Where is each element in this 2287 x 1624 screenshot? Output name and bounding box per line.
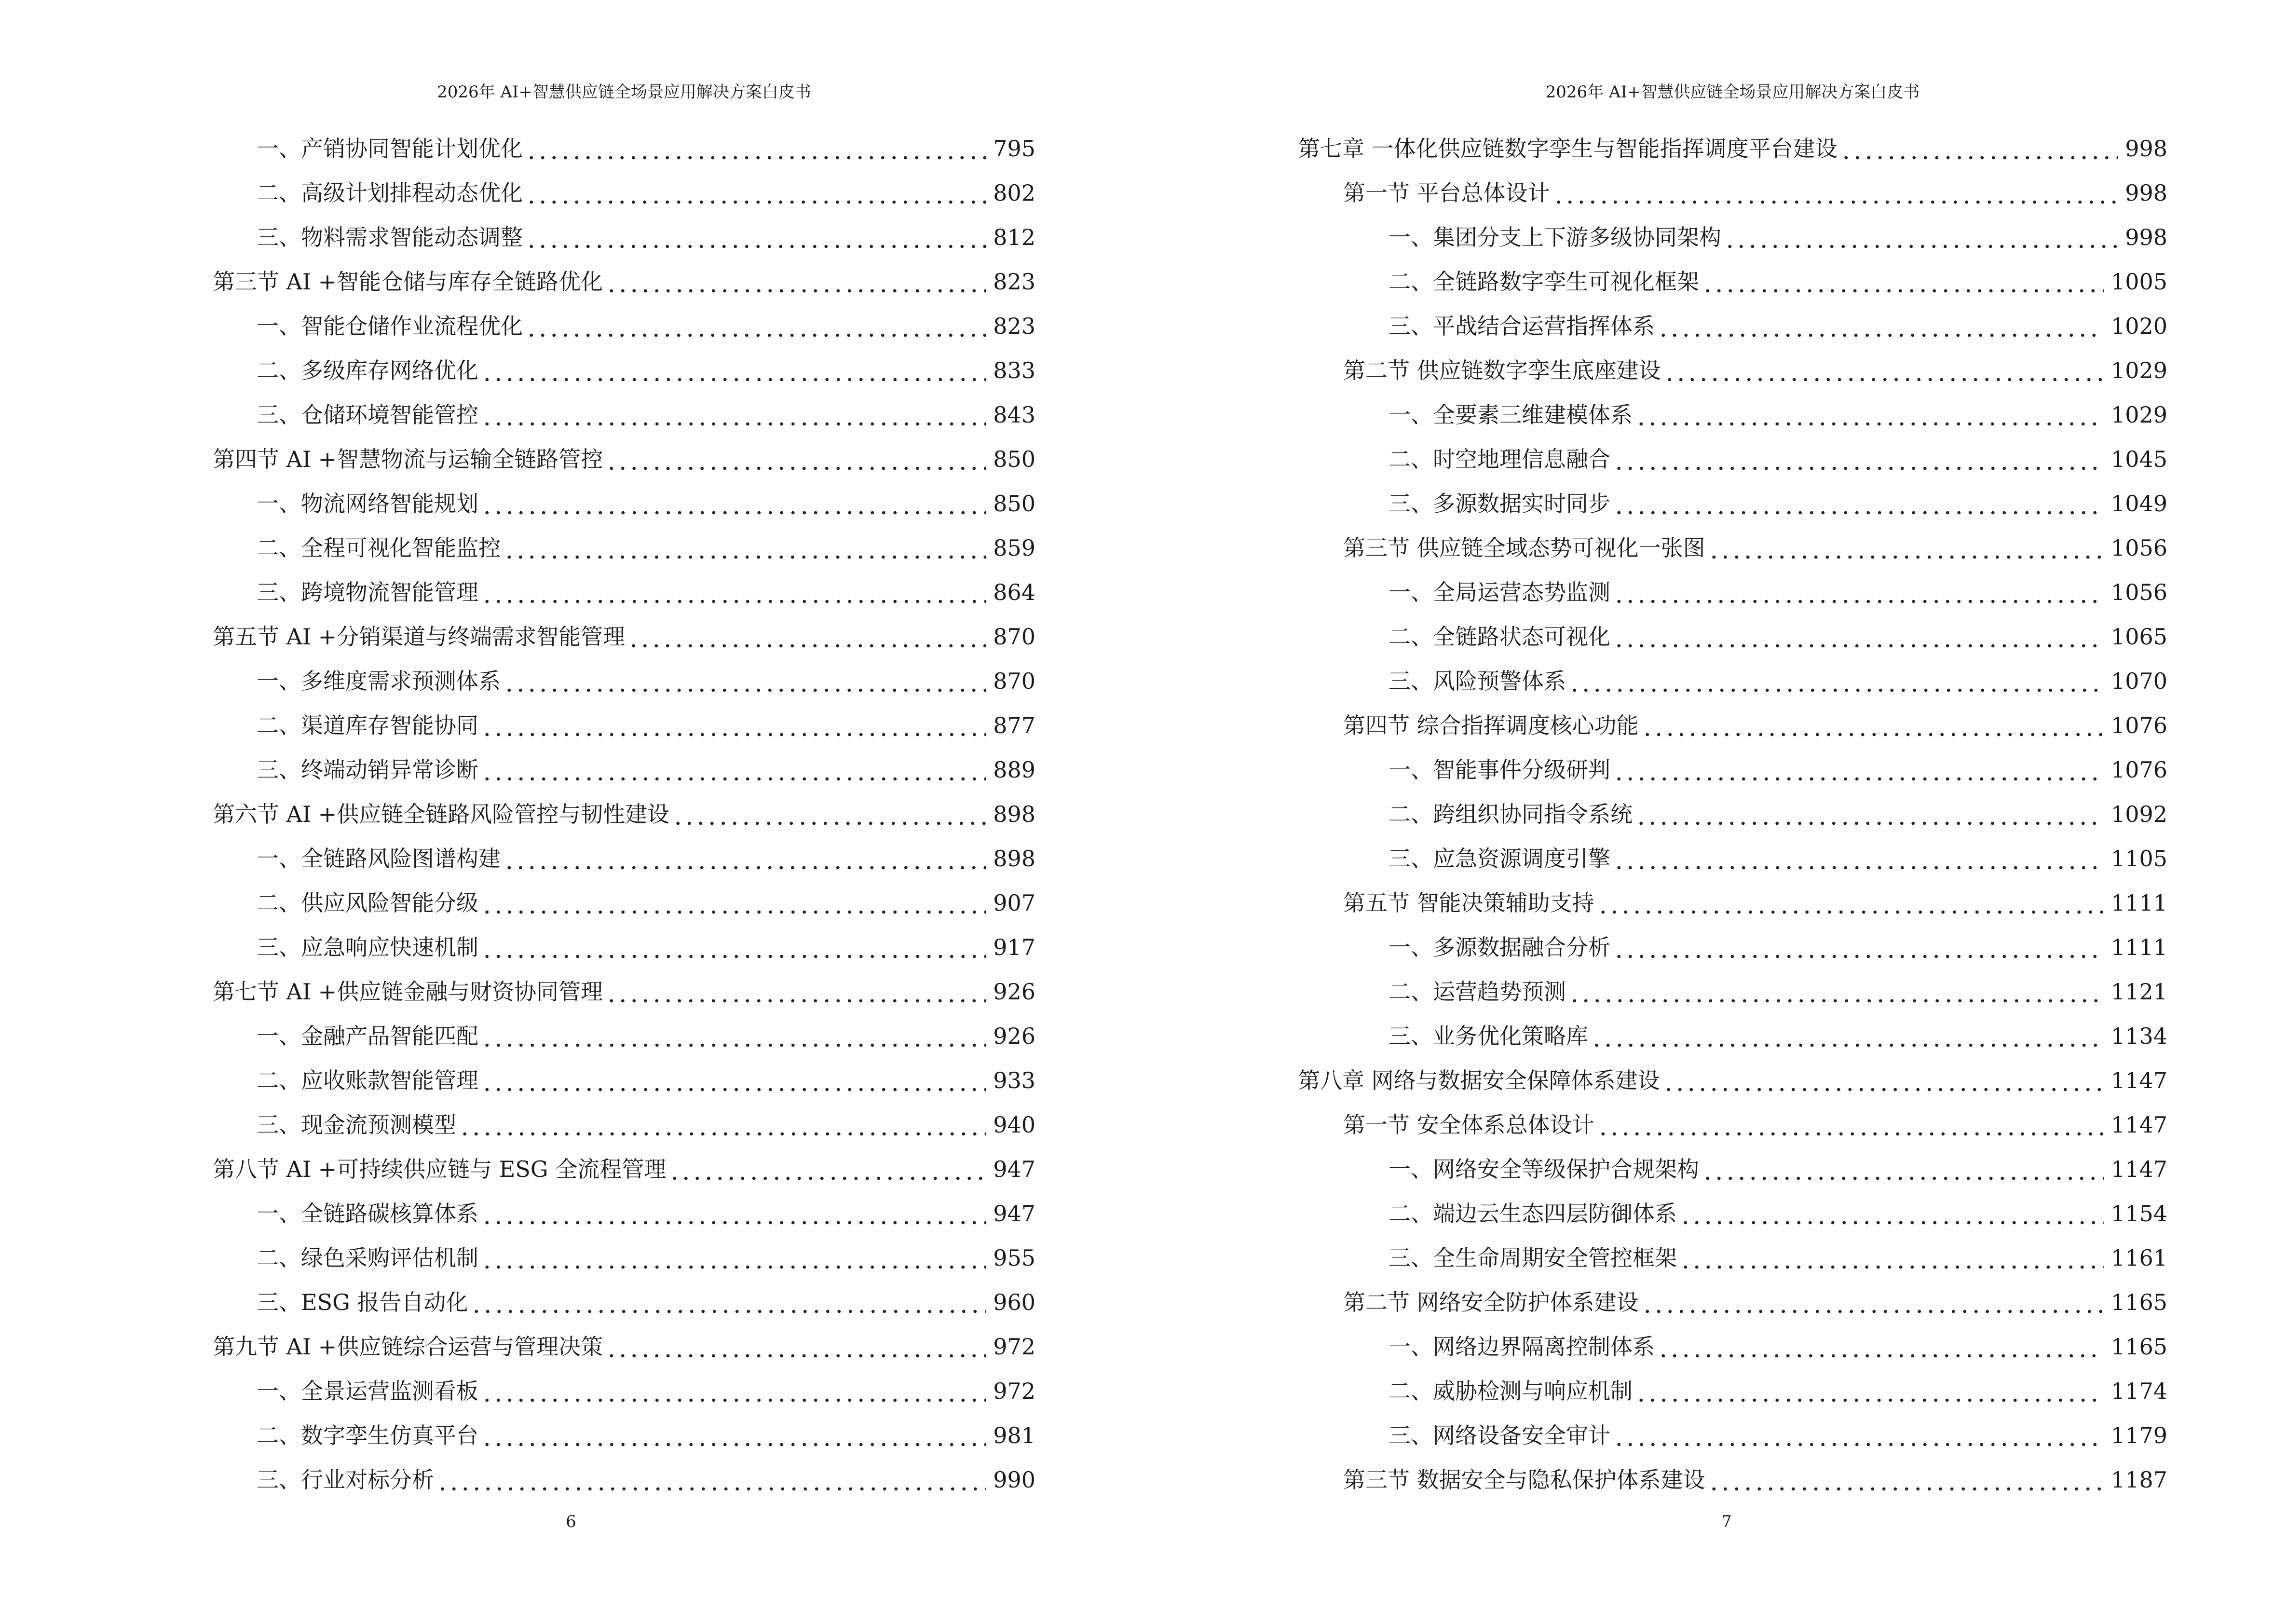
toc-entry-page: 972 — [993, 1334, 1035, 1360]
toc-entry-page: 907 — [993, 890, 1035, 916]
toc-entry-title: 第八章 网络与数据安全保障体系建设 — [1298, 1067, 1660, 1093]
toc-entry-section[interactable] — [213, 962, 1035, 1007]
toc-entry-item[interactable] — [1298, 1228, 2167, 1273]
toc-entry-page: 870 — [993, 668, 1035, 694]
dot-leader — [1613, 444, 2104, 474]
toc-entry-page: 1187 — [2110, 1467, 2167, 1493]
toc-entry-page: 1056 — [2110, 535, 2167, 561]
dot-leader — [1664, 355, 2104, 385]
toc-entry-title: 二、威胁检测与响应机制 — [1389, 1378, 1633, 1404]
dot-leader — [1663, 1065, 2104, 1095]
toc-entry-page: 1179 — [2110, 1422, 2167, 1448]
dot-leader — [1597, 1110, 2104, 1140]
toc-entry-page: 1065 — [2110, 624, 2167, 650]
toc-entry-title: 三、现金流预测模型 — [257, 1112, 456, 1138]
dot-leader — [1680, 1243, 2104, 1273]
toc-entry-title: 一、全局运营态势监测 — [1389, 579, 1610, 605]
dot-leader — [1658, 1332, 2104, 1362]
toc-entry-page: 990 — [993, 1467, 1035, 1493]
toc-entry-item[interactable] — [1298, 208, 2167, 252]
toc-entry-title: 第四节 综合指挥调度核心功能 — [1343, 712, 1639, 738]
toc-entry-item[interactable] — [213, 164, 1035, 208]
toc-entry-section[interactable] — [213, 1317, 1035, 1362]
dot-leader — [481, 577, 986, 607]
toc-entry-page: 1056 — [2110, 579, 2167, 605]
dot-leader — [1680, 1199, 2104, 1228]
toc-entry-section[interactable] — [213, 607, 1035, 652]
toc-entry-page: 1092 — [2110, 801, 2167, 827]
dot-leader — [1708, 533, 2104, 563]
toc-entry-section[interactable] — [1298, 1450, 2167, 1495]
toc-entry-title: 第四节 AI +智慧物流与运输全链路管控 — [213, 446, 603, 472]
dot-leader — [628, 622, 986, 652]
toc-entry-page: 947 — [993, 1201, 1035, 1227]
toc-entry-item[interactable] — [213, 1051, 1035, 1095]
toc-entry-title: 一、全链路碳核算体系 — [257, 1201, 478, 1227]
toc-entry-page: 1134 — [2110, 1023, 2167, 1049]
toc-entry-title: 三、终端动销异常诊断 — [257, 757, 478, 783]
toc-entry-item[interactable] — [213, 1450, 1035, 1495]
toc-entry-page: 1029 — [2110, 402, 2167, 428]
toc-entry-item[interactable] — [213, 1406, 1035, 1450]
toc-entry-title: 三、仓储环境智能管控 — [257, 402, 478, 428]
toc-entry-page: 1147 — [2110, 1067, 2167, 1093]
dot-leader — [504, 666, 986, 696]
toc-entry-page: 933 — [993, 1067, 1035, 1093]
toc-entry-item[interactable] — [1298, 1007, 2167, 1051]
dot-leader — [1613, 489, 2104, 519]
dot-leader — [606, 444, 986, 474]
toc-entry-item[interactable] — [1298, 563, 2167, 607]
toc-entry-title: 一、全要素三维建模体系 — [1389, 402, 1633, 428]
toc-entry-section[interactable] — [1298, 873, 2167, 918]
toc-entry-page: 843 — [993, 402, 1035, 428]
toc-entry-title: 二、多级库存网络优化 — [257, 357, 478, 383]
toc-entry-title: 二、高级计划排程动态优化 — [257, 180, 523, 206]
toc-entry-item[interactable] — [213, 1273, 1035, 1317]
toc-entry-item[interactable] — [1298, 430, 2167, 474]
toc-entry-page: 1111 — [2110, 934, 2167, 960]
dot-leader — [481, 1065, 986, 1095]
toc-entry-title: 二、运营趋势预测 — [1389, 979, 1566, 1005]
toc-entry-title: 一、网络安全等级保护合规架构 — [1389, 1156, 1699, 1182]
toc-entry-section[interactable] — [1298, 1273, 2167, 1317]
toc-entry-item[interactable] — [213, 652, 1035, 696]
toc-entry-page: 1029 — [2110, 357, 2167, 383]
toc-entry-page: 898 — [993, 846, 1035, 872]
toc-entry-item[interactable] — [1298, 1406, 2167, 1450]
toc-entry-title: 三、应急响应快速机制 — [257, 934, 478, 960]
toc-entry-section[interactable] — [213, 252, 1035, 297]
toc-entry-title: 二、应收账款智能管理 — [257, 1067, 478, 1093]
dot-leader — [481, 1021, 986, 1051]
toc-entry-item[interactable] — [213, 297, 1035, 341]
toc-entry-chapter[interactable] — [1298, 1051, 2167, 1095]
toc-entry-title: 第三节 供应链全域态势可视化一张图 — [1343, 535, 1705, 561]
toc-entry-item[interactable] — [1298, 1317, 2167, 1362]
toc-entry-item[interactable] — [1298, 1140, 2167, 1184]
toc-entry-item[interactable] — [213, 740, 1035, 785]
toc-entry-item[interactable] — [213, 208, 1035, 252]
dot-leader — [481, 489, 986, 519]
toc-entry-title: 三、业务优化策略库 — [1389, 1023, 1588, 1049]
toc-entry-item[interactable] — [213, 873, 1035, 918]
toc-entry-title: 三、物料需求智能动态调整 — [257, 224, 523, 250]
toc-entry-title: 一、产销协同智能计划优化 — [257, 136, 523, 162]
toc-entry-page: 1076 — [2110, 712, 2167, 738]
right-page — [1144, 0, 2287, 1624]
dot-leader — [504, 533, 986, 563]
dot-leader — [1635, 799, 2104, 829]
toc-entry-title: 二、渠道库存智能协同 — [257, 712, 478, 738]
dot-leader — [471, 1287, 986, 1317]
toc-entry-item[interactable] — [213, 119, 1035, 164]
toc-entry-title: 三、应急资源调度引擎 — [1389, 846, 1610, 872]
toc-entry-page: 870 — [993, 624, 1035, 650]
dot-leader — [1642, 1287, 2104, 1317]
dot-leader — [1840, 134, 2119, 164]
toc-entry-title: 三、网络设备安全审计 — [1389, 1422, 1610, 1448]
toc-entry-item[interactable] — [213, 563, 1035, 607]
dot-leader — [1708, 1465, 2104, 1495]
toc-entry-section[interactable] — [1298, 696, 2167, 740]
dot-leader — [1613, 755, 2104, 785]
toc-entry-page: 998 — [2125, 180, 2167, 206]
toc-entry-page: 972 — [993, 1378, 1035, 1404]
toc-entry-page: 955 — [993, 1245, 1035, 1271]
toc-entry-title: 二、时空地理信息融合 — [1389, 446, 1610, 472]
toc-entry-page: 1121 — [2110, 979, 2167, 1005]
toc-entry-item[interactable] — [213, 519, 1035, 563]
dot-leader — [481, 1420, 986, 1450]
toc-entry-title: 一、多维度需求预测体系 — [257, 668, 501, 694]
toc-entry-item[interactable] — [213, 1228, 1035, 1273]
toc-entry-title: 一、智能事件分级研判 — [1389, 757, 1610, 783]
toc-entry-title: 一、全链路风险图谱构建 — [257, 846, 501, 872]
dot-leader — [481, 710, 986, 740]
toc-entry-page: 947 — [993, 1156, 1035, 1182]
toc-entry-page: 1165 — [2110, 1334, 2167, 1360]
toc-entry-title: 第二节 网络安全防护体系建设 — [1343, 1289, 1639, 1315]
toc-entry-title: 二、供应风险智能分级 — [257, 890, 478, 916]
toc-entry-title: 一、网络边界隔离控制体系 — [1389, 1334, 1655, 1360]
dot-leader — [526, 311, 986, 341]
dot-leader — [1553, 178, 2119, 208]
dot-leader — [437, 1465, 986, 1495]
dot-leader — [1613, 1420, 2104, 1450]
dot-leader — [1613, 577, 2104, 607]
page-number: 7 — [1721, 1512, 1732, 1531]
toc-entry-item[interactable] — [1298, 607, 2167, 652]
toc-entry-title: 二、全程可视化智能监控 — [257, 535, 501, 561]
toc-entry-section[interactable] — [213, 430, 1035, 474]
dot-leader — [672, 799, 986, 829]
toc-entry-title: 第九节 AI +供应链综合运营与管理决策 — [213, 1334, 603, 1360]
toc-entry-title: 二、全链路数字孪生可视化框架 — [1389, 269, 1699, 295]
toc-entry-item[interactable] — [1298, 252, 2167, 297]
toc-entry-item[interactable] — [213, 1007, 1035, 1051]
toc-entry-item[interactable] — [213, 918, 1035, 962]
toc-entry-title: 三、跨境物流智能管理 — [257, 579, 478, 605]
toc-entry-page: 960 — [993, 1289, 1035, 1315]
dot-leader — [1613, 932, 2104, 962]
toc-entry-title: 一、金融产品智能匹配 — [257, 1023, 478, 1049]
dot-leader — [459, 1110, 986, 1140]
toc-entry-page: 812 — [993, 224, 1035, 250]
toc-entry-title: 第五节 AI +分销渠道与终端需求智能管理 — [213, 624, 626, 650]
running-header: 2026年 AI+智慧供应链全场景应用解决方案白皮书 — [437, 82, 811, 102]
toc-entry-title: 二、绿色采购评估机制 — [257, 1245, 478, 1271]
toc-entry-page: 940 — [993, 1112, 1035, 1138]
toc-entry-item[interactable] — [1298, 785, 2167, 829]
toc-entry-title: 第一节 平台总体设计 — [1343, 180, 1550, 206]
toc-entry-title: 第七节 AI +供应链金融与财资协同管理 — [213, 979, 603, 1005]
toc-entry-title: 第八节 AI +可持续供应链与 ESG 全流程管理 — [213, 1156, 667, 1182]
toc-entry-page: 1005 — [2110, 269, 2167, 295]
toc-entry-page: 926 — [993, 979, 1035, 1005]
toc-entry-item[interactable] — [213, 1095, 1035, 1140]
toc-entry-title: 三、多源数据实时同步 — [1389, 491, 1610, 517]
toc-entry-item[interactable] — [213, 829, 1035, 873]
dot-leader — [1591, 1021, 2104, 1051]
toc-entry-title: 三、平战结合运营指挥体系 — [1389, 313, 1655, 339]
dot-leader — [481, 355, 986, 385]
toc-entry-title: 二、全链路状态可视化 — [1389, 624, 1610, 650]
toc-entry-title: 第三节 数据安全与隐私保护体系建设 — [1343, 1467, 1705, 1493]
toc-entry-page: 1070 — [2110, 668, 2167, 694]
dot-leader — [481, 932, 986, 962]
toc-entry-item[interactable] — [213, 1362, 1035, 1406]
toc-entry-title: 一、物流网络智能规划 — [257, 491, 478, 517]
dot-leader — [1569, 977, 2104, 1007]
toc-entry-title: 第二节 供应链数字孪生底座建设 — [1343, 357, 1661, 383]
toc-entry-page: 1111 — [2110, 890, 2167, 916]
toc-entry-title: 第三节 AI +智能仓储与库存全链路优化 — [213, 269, 603, 295]
toc-entry-section[interactable] — [1298, 164, 2167, 208]
toc-entry-title: 一、多源数据融合分析 — [1389, 934, 1610, 960]
toc-entry-item[interactable] — [213, 385, 1035, 430]
toc-entry-item[interactable] — [1298, 1184, 2167, 1228]
toc-entry-item[interactable] — [213, 341, 1035, 385]
running-header: 2026年 AI+智慧供应链全场景应用解决方案白皮书 — [1545, 82, 1920, 102]
toc-entry-item[interactable] — [1298, 740, 2167, 785]
toc-entry-chapter[interactable] — [1298, 119, 2167, 164]
toc-entry-title: 三、ESG 报告自动化 — [257, 1289, 468, 1315]
toc-entry-page: 889 — [993, 757, 1035, 783]
toc-entry-item[interactable] — [1298, 652, 2167, 696]
toc-entry-section[interactable] — [213, 1140, 1035, 1184]
toc-entry-page: 850 — [993, 446, 1035, 472]
dot-leader — [481, 1376, 986, 1406]
dot-leader — [1724, 222, 2118, 252]
toc-entry-page: 981 — [993, 1422, 1035, 1448]
toc-entry-title: 第一节 安全体系总体设计 — [1343, 1112, 1594, 1138]
dot-leader — [1613, 844, 2104, 873]
toc-entry-page: 795 — [993, 136, 1035, 162]
dot-leader — [481, 400, 986, 430]
toc-entry-item[interactable] — [1298, 297, 2167, 341]
toc-entry-page: 802 — [993, 180, 1035, 206]
toc-entry-page: 1020 — [2110, 313, 2167, 339]
toc-entry-item[interactable] — [213, 696, 1035, 740]
toc-entry-item[interactable] — [213, 1184, 1035, 1228]
dot-leader — [481, 888, 986, 918]
dot-leader — [1702, 267, 2104, 297]
dot-leader — [1635, 1376, 2104, 1406]
toc-entry-page: 1045 — [2110, 446, 2167, 472]
toc-entry-page: 1049 — [2110, 491, 2167, 517]
toc-entry-item[interactable] — [1298, 918, 2167, 962]
table-of-contents — [1298, 119, 2167, 1495]
dot-leader — [1597, 888, 2104, 918]
dot-leader — [504, 844, 986, 873]
dot-leader — [526, 134, 986, 164]
dot-leader — [1658, 311, 2104, 341]
dot-leader — [1613, 622, 2104, 652]
toc-entry-page: 1165 — [2110, 1289, 2167, 1315]
table-of-contents — [213, 119, 1035, 1495]
toc-entry-title: 二、数字孪生仿真平台 — [257, 1422, 478, 1448]
toc-entry-page: 898 — [993, 801, 1035, 827]
toc-entry-page: 917 — [993, 934, 1035, 960]
toc-entry-title: 第六节 AI +供应链全链路风险管控与韧性建设 — [213, 801, 670, 827]
toc-entry-page: 998 — [2125, 224, 2167, 250]
toc-entry-page: 859 — [993, 535, 1035, 561]
dot-leader — [481, 1243, 986, 1273]
toc-entry-page: 926 — [993, 1023, 1035, 1049]
toc-entry-item[interactable] — [213, 474, 1035, 519]
dot-leader — [526, 178, 986, 208]
page-number: 6 — [566, 1512, 576, 1531]
dot-leader — [481, 755, 986, 785]
toc-entry-item[interactable] — [1298, 385, 2167, 430]
toc-entry-page: 877 — [993, 712, 1035, 738]
dot-leader — [481, 1199, 986, 1228]
toc-entry-page: 823 — [993, 313, 1035, 339]
toc-entry-page: 998 — [2125, 136, 2167, 162]
toc-entry-title: 三、全生命周期安全管控框架 — [1389, 1245, 1677, 1271]
toc-entry-section[interactable] — [1298, 519, 2167, 563]
toc-entry-page: 1076 — [2110, 757, 2167, 783]
toc-entry-section[interactable] — [213, 785, 1035, 829]
toc-entry-title: 第七章 一体化供应链数字孪生与智能指挥调度平台建设 — [1298, 136, 1838, 162]
toc-entry-title: 第五节 智能决策辅助支持 — [1343, 890, 1594, 916]
toc-entry-page: 1147 — [2110, 1156, 2167, 1182]
dot-leader — [526, 222, 986, 252]
toc-entry-page: 1105 — [2110, 846, 2167, 872]
toc-entry-item[interactable] — [1298, 829, 2167, 873]
toc-entry-item[interactable] — [1298, 474, 2167, 519]
toc-entry-page: 1154 — [2110, 1201, 2167, 1227]
toc-entry-title: 三、行业对标分析 — [257, 1467, 434, 1493]
toc-entry-page: 1147 — [2110, 1112, 2167, 1138]
dot-leader — [1642, 710, 2104, 740]
toc-entry-item[interactable] — [1298, 1362, 2167, 1406]
toc-entry-title: 一、全景运营监测看板 — [257, 1378, 478, 1404]
toc-entry-title: 一、集团分支上下游多级协同架构 — [1389, 224, 1721, 250]
toc-entry-page: 1174 — [2110, 1378, 2167, 1404]
dot-leader — [606, 977, 986, 1007]
toc-entry-page: 823 — [993, 269, 1035, 295]
toc-entry-title: 二、跨组织协同指令系统 — [1389, 801, 1633, 827]
dot-leader — [1569, 666, 2104, 696]
toc-entry-page: 1161 — [2110, 1245, 2167, 1271]
toc-entry-page: 850 — [993, 491, 1035, 517]
toc-entry-title: 二、端边云生态四层防御体系 — [1389, 1201, 1677, 1227]
dot-leader — [1702, 1154, 2104, 1184]
toc-entry-section[interactable] — [1298, 341, 2167, 385]
dot-leader — [606, 1332, 986, 1362]
toc-entry-item[interactable] — [1298, 962, 2167, 1007]
dot-leader — [669, 1154, 986, 1184]
dot-leader — [606, 267, 986, 297]
toc-entry-page: 833 — [993, 357, 1035, 383]
toc-entry-section[interactable] — [1298, 1095, 2167, 1140]
toc-entry-page: 864 — [993, 579, 1035, 605]
toc-entry-title: 一、智能仓储作业流程优化 — [257, 313, 523, 339]
dot-leader — [1635, 400, 2104, 430]
toc-entry-title: 三、风险预警体系 — [1389, 668, 1566, 694]
